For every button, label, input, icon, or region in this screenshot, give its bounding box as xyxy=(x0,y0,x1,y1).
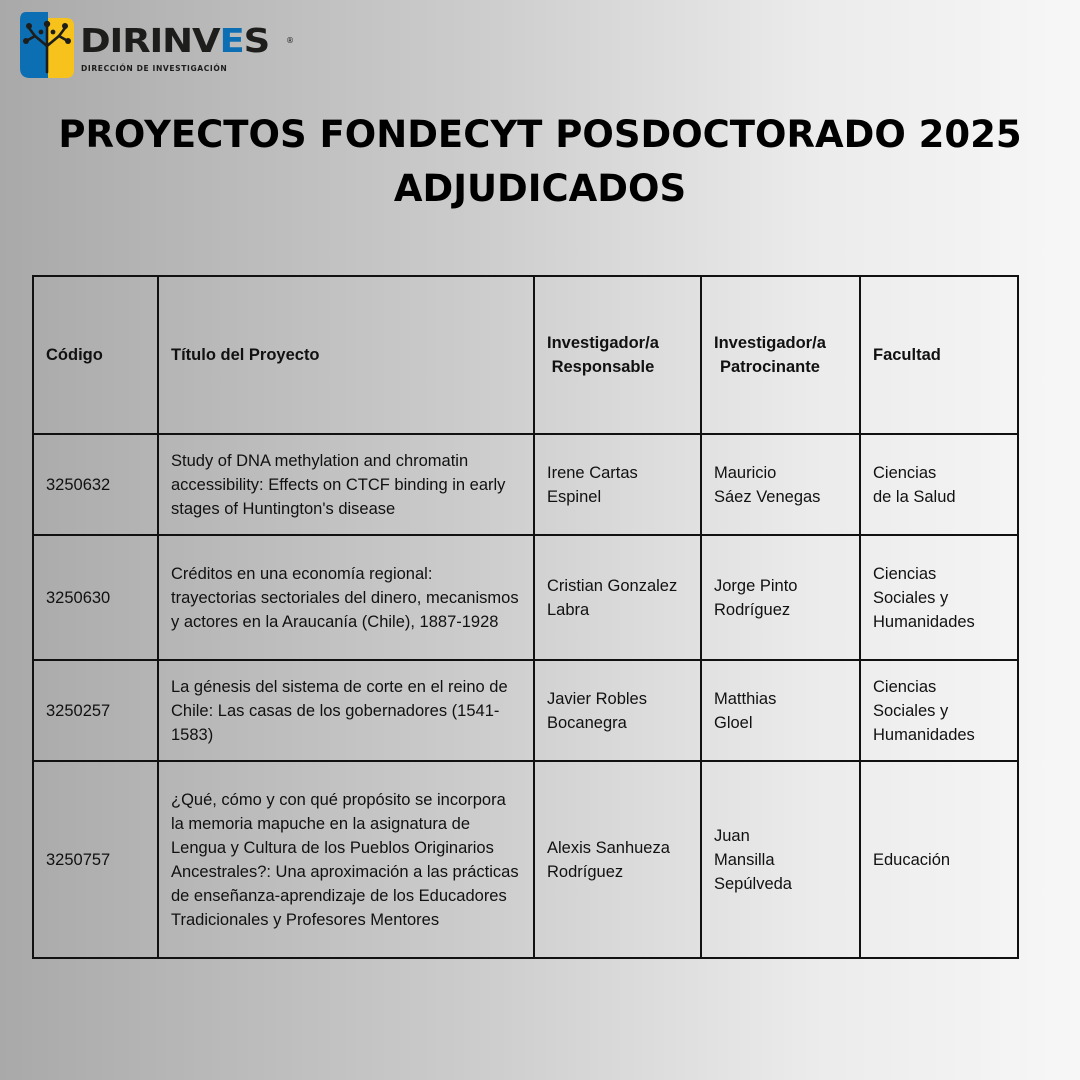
table-row xyxy=(33,535,1018,660)
table-header-row xyxy=(33,276,1018,434)
table-row xyxy=(33,434,1018,535)
cell-codigo: 3250257 xyxy=(33,660,158,761)
page-title xyxy=(0,108,1080,216)
logo-subtitle: DIRECCIÓN DE INVESTIGACIÓN xyxy=(81,64,228,73)
logo-registered-mark: ® xyxy=(286,36,294,45)
cell-titulo: Study of DNA methylation and chromatin accessibility: Effects on CTCF binding in early stages of Huntington's disease xyxy=(158,434,534,535)
cell-codigo: 3250632 xyxy=(33,434,158,535)
cell-responsable: Irene Cartas Espinel xyxy=(534,434,701,535)
page-title-line-2: ADJUDICADOS xyxy=(393,167,687,210)
logo-mark-icon xyxy=(20,12,74,78)
header-titulo: Título del Proyecto xyxy=(158,276,534,434)
dirinves-logo xyxy=(20,12,294,82)
cell-titulo: La génesis del sistema de corte en el reino de Chile: Las casas de los gobernadores (1541-1583) xyxy=(158,660,534,761)
cell-codigo: 3250757 xyxy=(33,761,158,958)
cell-facultad: Ciencias Sociales y Humanidades xyxy=(860,660,1018,761)
cell-responsable: Alexis Sanhueza Rodríguez xyxy=(534,761,701,958)
cell-facultad: Ciencias de la Salud xyxy=(860,434,1018,535)
logo-wordmark xyxy=(80,21,270,60)
cell-responsable: Javier Robles Bocanegra xyxy=(534,660,701,761)
header-investigador-patrocinante: Investigador/a Patrocinante xyxy=(701,276,860,434)
logo-wordmark-end: S xyxy=(243,21,270,60)
logo-wordmark-accent: E xyxy=(219,21,244,60)
cell-facultad: Educación xyxy=(860,761,1018,958)
header-facultad: Facultad xyxy=(860,276,1018,434)
logo-wordmark-main: DIRINV xyxy=(80,21,220,60)
header-investigador-responsable: Investigador/a Responsable xyxy=(534,276,701,434)
projects-table xyxy=(32,275,1019,959)
cell-responsable: Cristian Gonzalez Labra xyxy=(534,535,701,660)
table-row xyxy=(33,660,1018,761)
cell-facultad: Ciencias Sociales y Humanidades xyxy=(860,535,1018,660)
cell-titulo: ¿Qué, cómo y con qué propósito se incorpora la memoria mapuche en la asignatura de Lengua y Cultura de los Pueblos Originarios Ancestrales?: Una aproximación a las prácticas de enseñanza-aprendizaje de los Educadores Tradicionales y Profesores Mentores xyxy=(158,761,534,958)
cell-codigo: 3250630 xyxy=(33,535,158,660)
cell-patrocinante: Jorge Pinto Rodríguez xyxy=(701,535,860,660)
header-codigo: Código xyxy=(33,276,158,434)
cell-patrocinante: Matthias Gloel xyxy=(701,660,860,761)
page-title-line-1: PROYECTOS FONDECYT POSDOCTORADO 2025 xyxy=(58,113,1022,156)
cell-patrocinante: Mauricio Sáez Venegas xyxy=(701,434,860,535)
cell-patrocinante: Juan Mansilla Sepúlveda xyxy=(701,761,860,958)
table-row xyxy=(33,761,1018,958)
cell-titulo: Créditos en una economía regional: trayectorias sectoriales del dinero, mecanismos y actores en la Araucanía (Chile), 1887-1928 xyxy=(158,535,534,660)
